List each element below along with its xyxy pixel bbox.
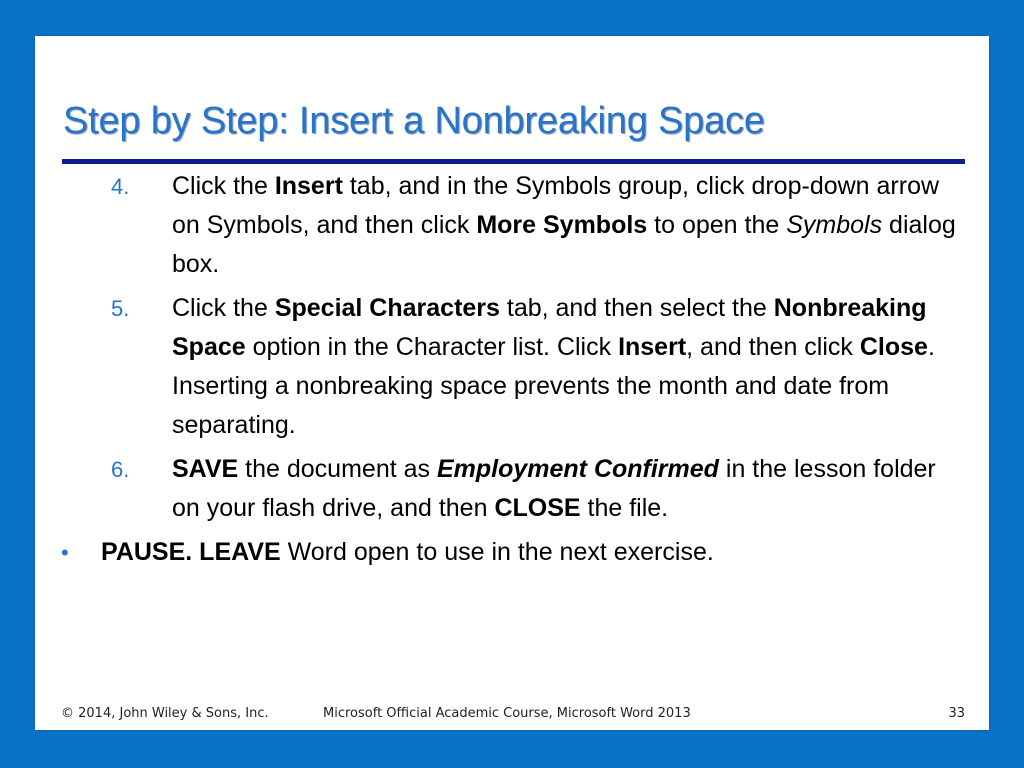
bullet-item [35,533,989,572]
text-segment: tab, and in the Symbols group, click drop-down arrow on Symbols, and then click [172,172,940,239]
text-segment: Nonbreaking Space [172,294,927,361]
text-segment: . Inserting a nonbreaking space prevents the month and date from separating. [172,333,935,439]
step-number: 4. [111,174,130,199]
page-number: 33 [948,706,965,721]
text-segment: the file. [580,494,669,522]
text-segment: Insert [618,333,687,361]
slide-title: Step by Step: Insert a Nonbreaking Space [63,100,765,142]
text-segment: tab, and then select the [499,294,774,322]
text-segment: option in the Character list. Click [245,333,619,361]
step-number: 5. [111,296,130,321]
step-text [172,289,969,445]
step-text [172,450,969,528]
text-segment: Special Characters [274,294,500,322]
step-number: 6. [111,457,130,482]
footer-course: Microsoft Official Academic Course, Microsoft Word 2013 [323,706,691,721]
step-item [35,450,989,528]
text-segment: the document as [238,455,437,483]
text-segment: CLOSE [494,494,581,522]
bullet-dot: • [61,540,69,565]
step-item [35,167,989,284]
text-segment: in the lesson folder on your flash drive, and then [172,455,936,522]
text-segment: Employment Confirmed [436,455,719,483]
text-segment: to open the [647,211,787,239]
text-segment: Symbols [786,211,883,239]
text-segment: Click the [172,294,275,322]
text-segment: More Symbols [476,211,648,239]
step-item [35,289,989,445]
text-segment: Word open to use in the next exercise. [280,538,714,566]
step-text [172,167,969,284]
text-segment: Click the [172,172,275,200]
text-segment: SAVE [172,455,239,483]
text-segment: Insert [274,172,343,200]
bullet-text [101,533,989,572]
footer-copyright: © 2014, John Wiley & Sons, Inc. [61,706,269,721]
slide-content [35,167,989,572]
slide [35,36,989,730]
text-segment: dialog box. [172,211,956,278]
text-segment: PAUSE. LEAVE [101,538,281,566]
text-segment: Close [859,333,928,361]
title-divider [62,159,965,164]
text-segment: , and then click [686,333,860,361]
